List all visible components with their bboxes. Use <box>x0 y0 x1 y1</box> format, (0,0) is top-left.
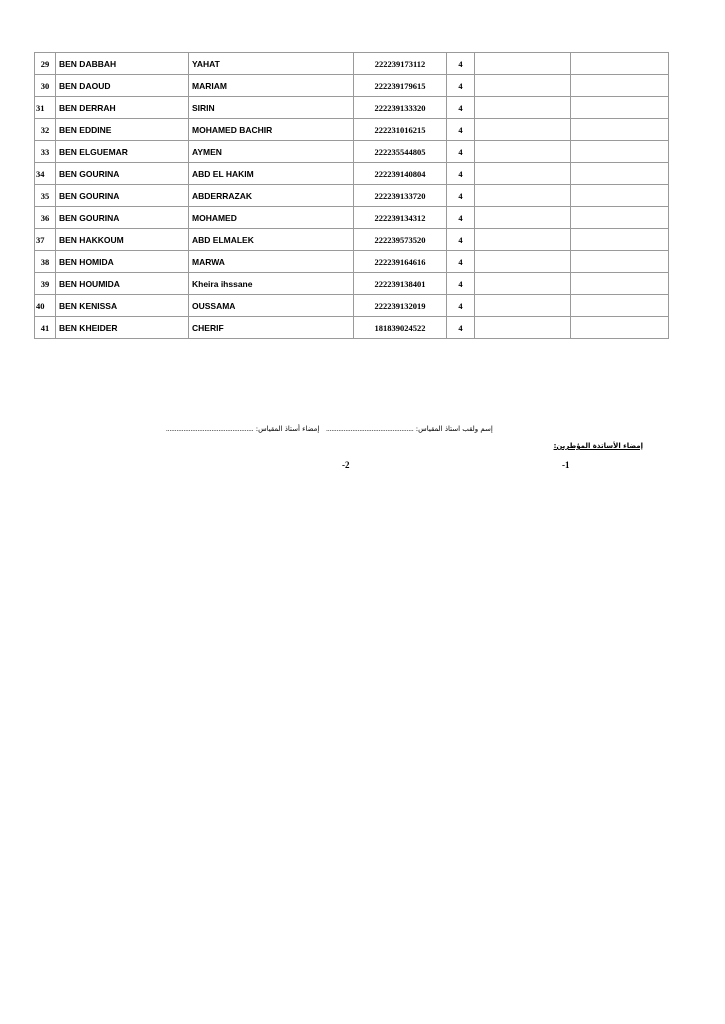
row-number: 38 <box>35 251 56 273</box>
registration-number-cell: 222231016215 <box>354 119 447 141</box>
table-row <box>35 75 669 97</box>
group-cell: 4 <box>447 75 475 97</box>
first-name-cell: YAHAT <box>189 53 354 75</box>
registration-number-cell: 181839024522 <box>354 317 447 339</box>
roster-body <box>35 53 669 339</box>
first-name-cell: SIRIN <box>189 97 354 119</box>
last-name-cell: BEN GOURINA <box>56 185 189 207</box>
empty-cell <box>475 163 571 185</box>
last-name-cell: BEN KHEIDER <box>56 317 189 339</box>
group-cell: 4 <box>447 53 475 75</box>
row-number: 35 <box>35 185 56 207</box>
empty-cell <box>475 317 571 339</box>
last-name-cell: BEN HOMIDA <box>56 251 189 273</box>
first-name-cell: MARIAM <box>189 75 354 97</box>
last-name-cell: BEN GOURINA <box>56 207 189 229</box>
first-name-cell: MOHAMED BACHIR <box>189 119 354 141</box>
first-name-cell: ABD EL HAKIM <box>189 163 354 185</box>
instructor-signature-dots: .................................................. <box>166 425 254 433</box>
empty-cell <box>475 273 571 295</box>
table-row <box>35 251 669 273</box>
empty-cell <box>571 317 669 339</box>
table-row <box>35 163 669 185</box>
last-name-cell: BEN GOURINA <box>56 163 189 185</box>
row-number: 34 <box>35 163 56 185</box>
empty-cell <box>571 97 669 119</box>
empty-cell <box>475 229 571 251</box>
first-name-cell: ABD ELMALEK <box>189 229 354 251</box>
registration-number-cell: 222239173112 <box>354 53 447 75</box>
row-number: 40 <box>35 295 56 317</box>
first-name-cell: OUSSAMA <box>189 295 354 317</box>
registration-number-cell: 222239133320 <box>354 97 447 119</box>
instructor-name-dots: .................................................. <box>326 425 414 433</box>
registration-number-cell: 222239573520 <box>354 229 447 251</box>
row-number: 37 <box>35 229 56 251</box>
row-number: 29 <box>35 53 56 75</box>
first-name-cell: CHERIF <box>189 317 354 339</box>
registration-number-cell: 222235544805 <box>354 141 447 163</box>
empty-cell <box>571 295 669 317</box>
row-number: 33 <box>35 141 56 163</box>
last-name-cell: BEN ELGUEMAR <box>56 141 189 163</box>
last-name-cell: BEN DERRAH <box>56 97 189 119</box>
empty-cell <box>475 207 571 229</box>
empty-cell <box>571 53 669 75</box>
supervisor-signature-1: -1 <box>562 460 570 470</box>
table-row <box>35 185 669 207</box>
group-cell: 4 <box>447 317 475 339</box>
table-row <box>35 295 669 317</box>
table-row <box>35 141 669 163</box>
empty-cell <box>571 75 669 97</box>
empty-cell <box>475 75 571 97</box>
first-name-cell: AYMEN <box>189 141 354 163</box>
registration-number-cell: 222239133720 <box>354 185 447 207</box>
row-number: 32 <box>35 119 56 141</box>
empty-cell <box>475 141 571 163</box>
group-cell: 4 <box>447 273 475 295</box>
group-cell: 4 <box>447 119 475 141</box>
empty-cell <box>571 119 669 141</box>
row-number: 31 <box>35 97 56 119</box>
empty-cell <box>571 229 669 251</box>
group-cell: 4 <box>447 229 475 251</box>
table-row <box>35 53 669 75</box>
group-cell: 4 <box>447 185 475 207</box>
last-name-cell: BEN DAOUD <box>56 75 189 97</box>
registration-number-cell: 222239140804 <box>354 163 447 185</box>
group-cell: 4 <box>447 251 475 273</box>
registration-number-cell: 222239179615 <box>354 75 447 97</box>
registration-number-cell: 222239132019 <box>354 295 447 317</box>
instructor-signature-label: إمضاء أستاذ المقياس: <box>255 425 320 433</box>
table-row <box>35 317 669 339</box>
empty-cell <box>475 119 571 141</box>
table-row <box>35 97 669 119</box>
empty-cell <box>475 251 571 273</box>
student-roster-table <box>34 52 669 339</box>
last-name-cell: BEN EDDINE <box>56 119 189 141</box>
group-cell: 4 <box>447 97 475 119</box>
instructor-name-label: إسم ولقب استاذ المقياس: <box>415 425 493 433</box>
empty-cell <box>571 185 669 207</box>
empty-cell <box>475 97 571 119</box>
table-row <box>35 229 669 251</box>
empty-cell <box>475 295 571 317</box>
table-row <box>35 207 669 229</box>
empty-cell <box>571 207 669 229</box>
group-cell: 4 <box>447 207 475 229</box>
first-name-cell: Kheira ihssane <box>189 273 354 295</box>
row-number: 41 <box>35 317 56 339</box>
first-name-cell: MOHAMED <box>189 207 354 229</box>
empty-cell <box>475 185 571 207</box>
last-name-cell: BEN HOUMIDA <box>56 273 189 295</box>
empty-cell <box>571 141 669 163</box>
empty-cell <box>571 273 669 295</box>
table-row <box>35 119 669 141</box>
row-number: 36 <box>35 207 56 229</box>
first-name-cell: ABDERRAZAK <box>189 185 354 207</box>
group-cell: 4 <box>447 141 475 163</box>
registration-number-cell: 222239164616 <box>354 251 447 273</box>
group-cell: 4 <box>447 295 475 317</box>
registration-number-cell: 222239134312 <box>354 207 447 229</box>
last-name-cell: BEN KENISSA <box>56 295 189 317</box>
first-name-cell: MARWA <box>189 251 354 273</box>
empty-cell <box>475 53 571 75</box>
group-cell: 4 <box>447 163 475 185</box>
empty-cell <box>571 163 669 185</box>
empty-cell <box>571 251 669 273</box>
supervisor-signature-2: -2 <box>342 460 350 470</box>
last-name-cell: BEN DABBAH <box>56 53 189 75</box>
registration-number-cell: 222239138401 <box>354 273 447 295</box>
row-number: 39 <box>35 273 56 295</box>
table-row <box>35 273 669 295</box>
instructor-line <box>166 425 493 433</box>
supervisors-label: إمضاء الأساتذة المؤطرين: <box>553 442 643 450</box>
last-name-cell: BEN HAKKOUM <box>56 229 189 251</box>
row-number: 30 <box>35 75 56 97</box>
